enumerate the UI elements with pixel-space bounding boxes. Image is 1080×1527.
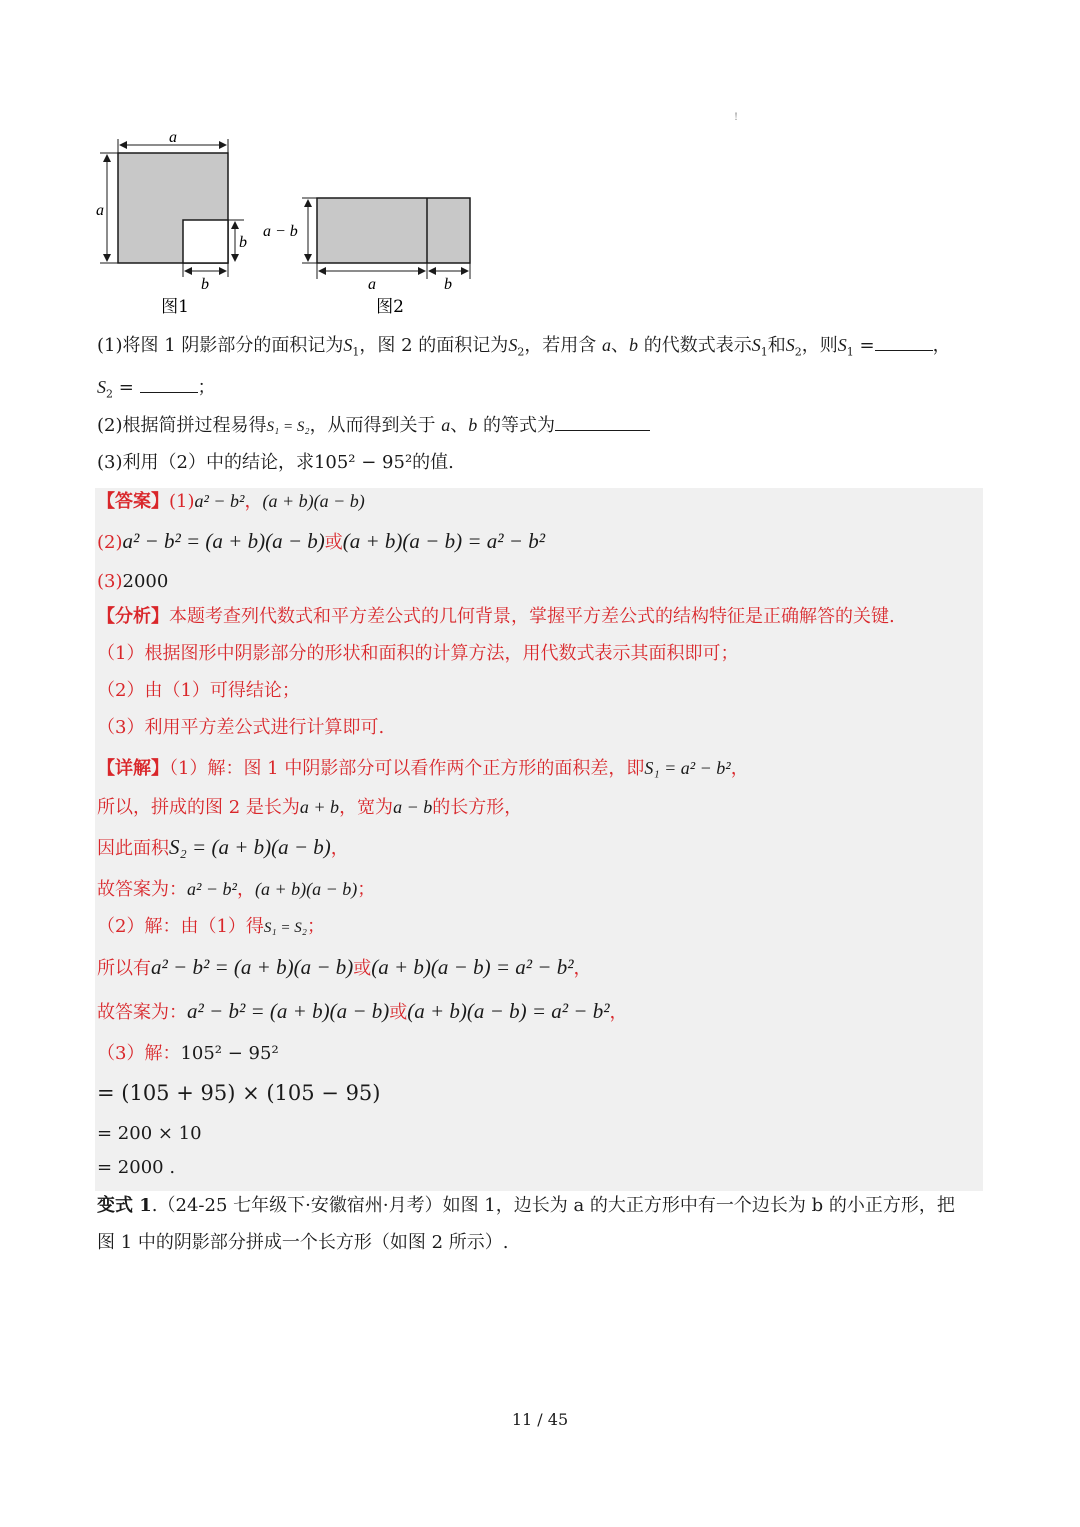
figure-2	[263, 198, 470, 317]
fig2-rect	[317, 198, 470, 263]
figures	[90, 125, 490, 325]
stray-mark: !	[734, 112, 739, 123]
fig1-label-top: a	[169, 129, 177, 146]
fig2-label-bottom-b: b	[444, 276, 452, 293]
answer-blank-equation[interactable]	[555, 412, 650, 431]
fig1-label-left: a	[96, 202, 104, 219]
analysis-1: （1）根据图形中阴影部分的形状和面积的计算方法，用代数式表示其面积即可；	[97, 643, 739, 664]
fig1-caption: 图1	[161, 297, 189, 317]
answer-line-1: 【答案】(1)a² − b²，(a + b)(a − b)	[97, 491, 365, 512]
analysis-line: 【分析】本题考查列代数式和平方差公式的几何背景，掌握平方差公式的结构特征是正确解答的关键.	[97, 606, 895, 627]
answer-line-2: (2)a² − b² = (a + b)(a − b)或(a + b)(a − b) = a² − b²	[97, 529, 545, 553]
variant-line-1: 变式 1.（24-25 七年级下·安徽宿州·月考）如图 1，边长为 a 的大正方形中有一个边长为 b 的小正方形，把	[97, 1195, 955, 1216]
fig1-small-square	[183, 220, 228, 263]
calc-step-3: = 2000 .	[97, 1157, 176, 1178]
detail-6: 所以有a² − b² = (a + b)(a − b)或(a + b)(a − b) = a² − b²，	[97, 955, 592, 979]
calc-step-2: = 200 × 10	[97, 1123, 202, 1144]
question-1-line-1: (1)将图 1 阴影部分的面积记为$S_1$，图 2 的面积记为$S_2$，若用含 a、b 的代数式表示$S_1$和$S_2$，则$S_1$ = ，	[97, 332, 951, 366]
question-1-line-2: $S_2$ = ；	[97, 374, 216, 408]
calc-step-1: = (105 + 95) × (105 − 95)	[97, 1081, 381, 1105]
detail-5: （2）解：由（1）得S₁ = S₂；	[97, 916, 325, 937]
detail-2: 所以，拼成的图 2 是长为a + b，宽为a − b的长方形，	[97, 797, 523, 818]
fig2-label-bottom-a: a	[368, 276, 376, 293]
figure-1	[96, 129, 247, 317]
answer-line-3: (3)2000	[97, 571, 169, 592]
fig1-label-inner-bottom: b	[201, 276, 209, 293]
analysis-3: （3）利用平方差公式进行计算即可.	[97, 717, 385, 738]
question-3: (3)利用（2）中的结论，求105² − 95²的值.	[97, 452, 454, 473]
question-2: (2)根据简拼过程易得S₁ = S₂，从而得到关于 a、b 的等式为	[97, 412, 650, 440]
detail-3: 因此面积S₂ = (a + b)(a − b)，	[97, 835, 349, 859]
detail-8: （3）解：105² − 95²	[97, 1043, 279, 1064]
page-number: 11 / 45	[511, 1410, 569, 1429]
detail-1: 【详解】（1）解：图 1 中阴影部分可以看作两个正方形的面积差，即S₁ = a² − b²，	[97, 758, 749, 779]
answer-blank-s2[interactable]	[140, 374, 198, 393]
detail-4: 故答案为：a² − b²，(a + b)(a − b)；	[97, 879, 376, 900]
analysis-2: （2）由（1）可得结论；	[97, 680, 300, 701]
fig1-label-inner-right: b	[239, 234, 247, 251]
fig2-caption: 图2	[376, 297, 404, 317]
variant-line-2: 图 1 中的阴影部分拼成一个长方形（如图 2 所示）.	[97, 1232, 509, 1253]
fig2-label-left: a − b	[263, 223, 298, 240]
detail-7: 故答案为：a² − b² = (a + b)(a − b)或(a + b)(a − b) = a² − b²，	[97, 999, 628, 1023]
answer-blank-s1[interactable]	[875, 332, 933, 351]
